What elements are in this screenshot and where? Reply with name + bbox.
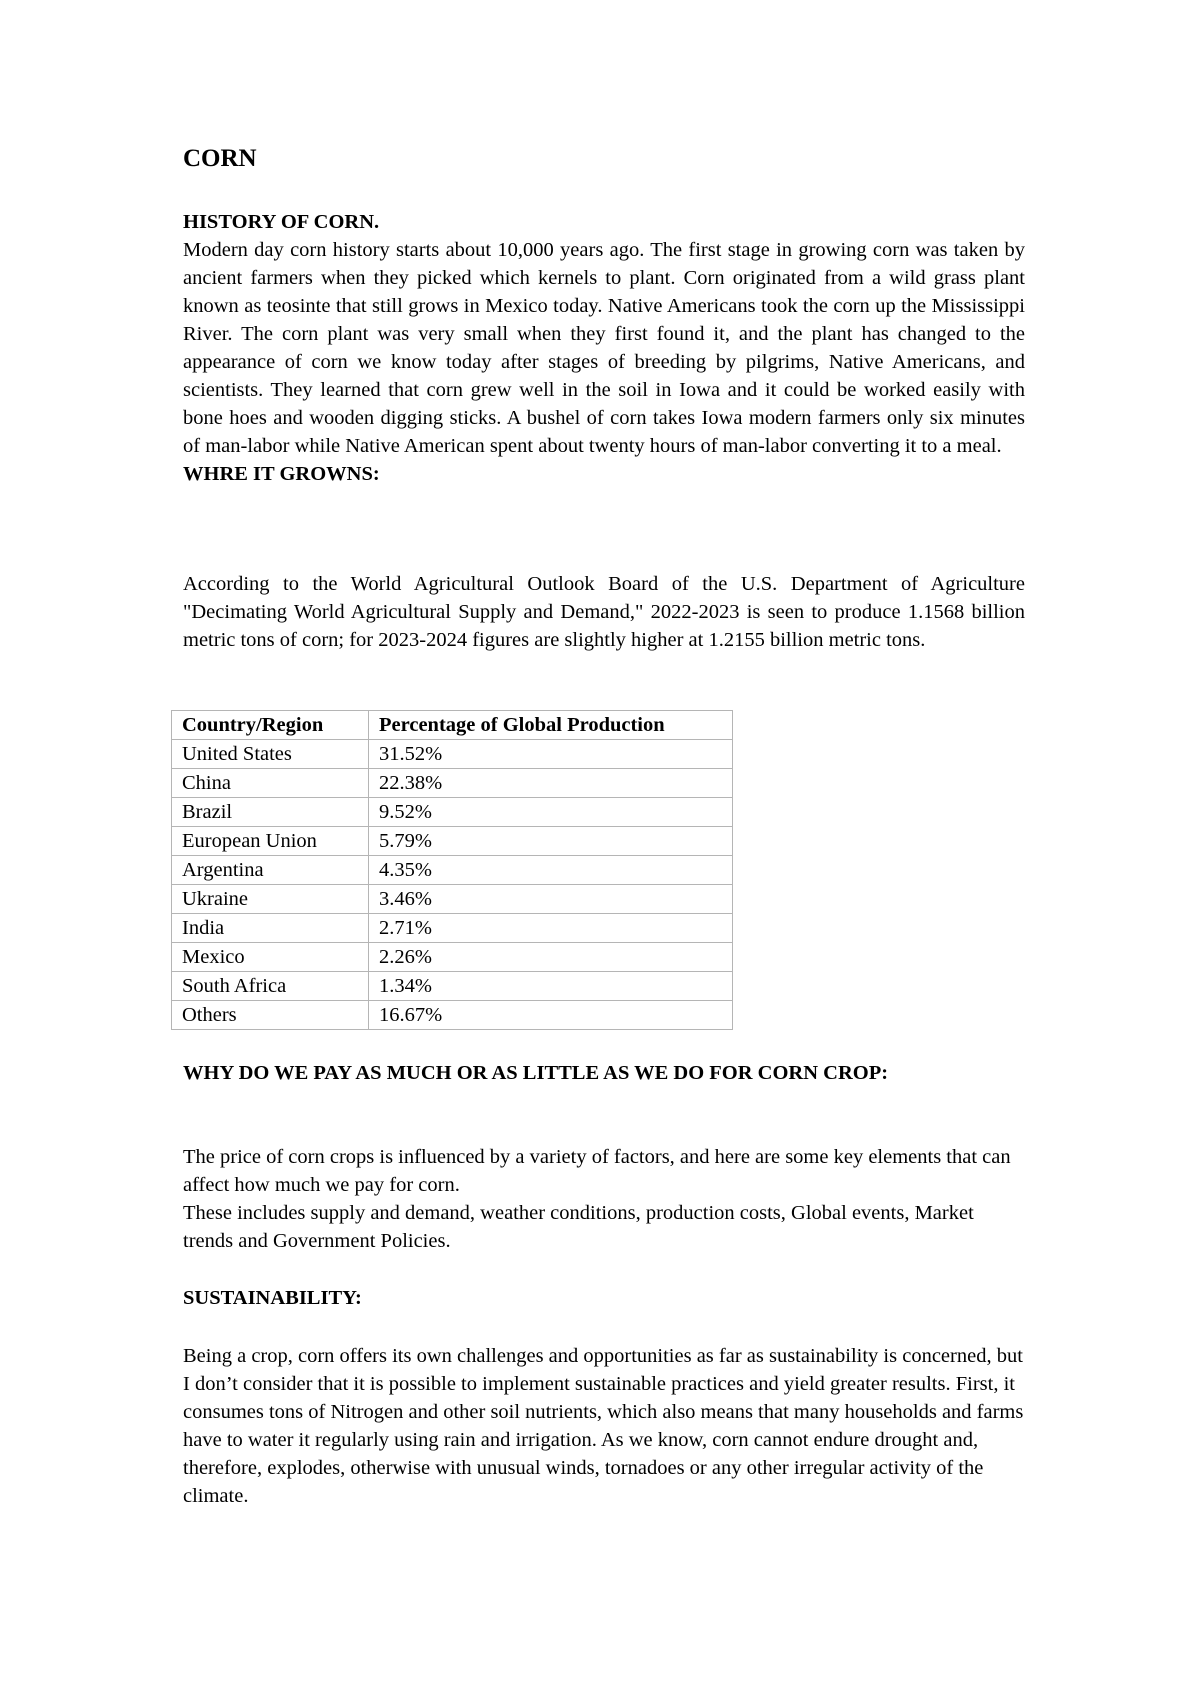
why-section bbox=[183, 1059, 1025, 1087]
where-section bbox=[183, 570, 1025, 654]
where-heading: WHRE IT GROWNS: bbox=[183, 463, 380, 485]
table-row bbox=[172, 769, 733, 798]
history-heading: HISTORY OF CORN. bbox=[183, 211, 380, 233]
where-paragraph: According to the World Agricultural Outlook Board of the U.S. Department of Agriculture "Decimating World Agricultural Supply and Demand," 2022-2023 is seen to produce 1.1568 billion metric tons of corn; for 2023-2024 figures are slightly higher at 1.2155 billion metric tons. bbox=[183, 573, 1025, 651]
table-header-row bbox=[172, 711, 733, 740]
table-row bbox=[172, 914, 733, 943]
table-row bbox=[172, 856, 733, 885]
table-cell-country: China bbox=[172, 769, 369, 798]
production-table bbox=[171, 710, 733, 1030]
table-row bbox=[172, 972, 733, 1001]
table-cell-country: Brazil bbox=[172, 798, 369, 827]
table-cell-percentage: 2.71% bbox=[369, 914, 733, 943]
table-cell-country: Argentina bbox=[172, 856, 369, 885]
table-cell-percentage: 4.35% bbox=[369, 856, 733, 885]
table-row bbox=[172, 1001, 733, 1030]
table-cell-country: Ukraine bbox=[172, 885, 369, 914]
table-cell-percentage: 9.52% bbox=[369, 798, 733, 827]
why-heading: WHY DO WE PAY AS MUCH OR AS LITTLE AS WE DO FOR CORN CROP: bbox=[183, 1062, 889, 1084]
document-title: CORN bbox=[183, 145, 257, 172]
table-cell-percentage: 1.34% bbox=[369, 972, 733, 1001]
table-header-percentage: Percentage of Global Production bbox=[369, 711, 733, 740]
table-cell-percentage: 31.52% bbox=[369, 740, 733, 769]
table-cell-country: United States bbox=[172, 740, 369, 769]
history-paragraph: Modern day corn history starts about 10,000 years ago. The first stage in growing corn was taken by ancient farmers when they picked which kernels to plant. Corn originated from a wild grass plant known as teosinte that still grows in Mexico today. Native Americans took the corn up the Mississippi River. The corn plant was very small when they first found it, and the plant has changed to the appearance of corn we know today after stages of breeding by pilgrims, Native Americans, and scientists. They learned that corn grew well in the soil in Iowa and it could be worked easily with bone hoes and wooden digging sticks. A bushel of corn takes Iowa modern farmers only six minutes of man-labor while Native American spent about twenty hours of man-labor converting it to a meal. bbox=[183, 239, 1025, 457]
why-paragraph-1: The price of corn crops is influenced by a variety of factors, and here are some key elements that can affect how much we pay for corn. bbox=[183, 1146, 1011, 1196]
sustainability-section bbox=[183, 1284, 1025, 1312]
table-row bbox=[172, 740, 733, 769]
table-cell-percentage: 16.67% bbox=[369, 1001, 733, 1030]
table-cell-country: European Union bbox=[172, 827, 369, 856]
table-cell-percentage: 5.79% bbox=[369, 827, 733, 856]
sustainability-heading: SUSTAINABILITY: bbox=[183, 1287, 362, 1309]
table-cell-country: Others bbox=[172, 1001, 369, 1030]
sustainability-body bbox=[183, 1342, 1025, 1510]
table-cell-percentage: 2.26% bbox=[369, 943, 733, 972]
table-row bbox=[172, 827, 733, 856]
table-row bbox=[172, 885, 733, 914]
table-row bbox=[172, 943, 733, 972]
table-row bbox=[172, 798, 733, 827]
table-cell-country: South Africa bbox=[172, 972, 369, 1001]
table-header-country: Country/Region bbox=[172, 711, 369, 740]
history-section bbox=[183, 208, 1025, 488]
table-cell-percentage: 3.46% bbox=[369, 885, 733, 914]
why-paragraph-2: These includes supply and demand, weather conditions, production costs, Global events, Market trends and Government Policies. bbox=[183, 1202, 974, 1252]
table-cell-country: India bbox=[172, 914, 369, 943]
why-body bbox=[183, 1143, 1025, 1255]
table-cell-percentage: 22.38% bbox=[369, 769, 733, 798]
sustainability-paragraph: Being a crop, corn offers its own challenges and opportunities as far as sustainability is concerned, but I don’t consider that it is possible to implement sustainable practices and yield greater results. First, it consumes tons of Nitrogen and other soil nutrients, which also means that many households and farms have to water it regularly using rain and irrigation. As we know, corn cannot endure drought and, therefore, explodes, otherwise with unusual winds, tornadoes or any other irregular activity of the climate. bbox=[183, 1345, 1024, 1507]
table-cell-country: Mexico bbox=[172, 943, 369, 972]
